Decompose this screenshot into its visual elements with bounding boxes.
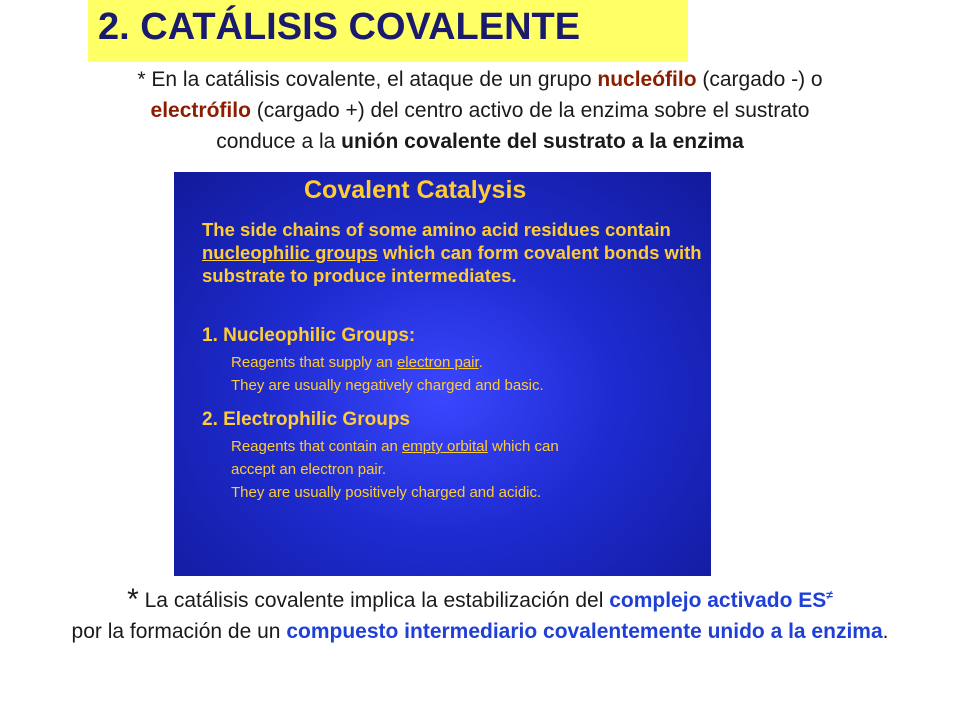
footer-text-1: La catálisis covalente implica la estabilización del [138,589,610,612]
footer-superscript: ≠ [826,588,833,602]
electrophilic-line-2: accept an electron pair. [231,461,387,478]
page-title: 2. CATÁLISIS COVALENTE [98,6,581,48]
panel-title: Covalent Catalysis [304,176,527,204]
term-nucleofilo: nucleófilo [597,68,697,91]
panel-intro-text: The side chains of some amino acid residues contain [202,219,671,240]
electrophilic-heading: 2. Electrophilic Groups [202,409,410,430]
footer-text-3: . [882,620,889,643]
nucleophilic-line-2: They are usually negatively charged and basic. [231,377,544,394]
intro-text-3: (cargado +) del centro activo de la enzima sobre el sustrato [250,99,810,122]
intro-paragraph [20,64,940,157]
covalent-catalysis-slide-image [174,172,711,576]
complejo-activado-term: complejo activado ES [609,589,827,612]
electrophilic-line-1 [231,436,559,457]
intro-text-1: * En la catálisis covalente, el ataque de un grupo [137,68,598,91]
panel-intro [202,218,702,287]
nucleophilic-line-1-end: . [478,354,483,371]
electron-pair-term: electron pair [396,354,479,371]
panel-intro-end: which can form covalent bonds with substrate to produce intermediates. [202,242,702,286]
footer-paragraph [10,580,950,647]
intro-text-4: conduce a la [216,130,342,153]
electrophilic-line-1-end: which can [487,438,559,455]
nucleophilic-heading: 1. Nucleophilic Groups: [202,325,416,346]
footer-highlight-2: compuesto intermediario covalentemente unido a la enzima [286,620,883,643]
term-electrofilo: electrófilo [150,99,251,122]
intro-bold: unión covalente del sustrato a la enzima [341,130,744,153]
intro-text-2: (cargado -) o [696,68,823,91]
panel-intro-underlined: nucleophilic groups [202,242,378,263]
nucleophilic-line-1-text: Reagents that supply an [231,354,397,371]
footer-bullet-star: * [127,583,139,616]
nucleophilic-line-1 [231,352,483,373]
electrophilic-line-3: They are usually positively charged and acidic. [231,484,542,501]
footer-highlight-1 [609,589,833,612]
electrophilic-line-1-text: Reagents that contain an [231,438,402,455]
empty-orbital-term: empty orbital [401,438,488,455]
footer-text-2: por la formación de un [71,620,287,643]
